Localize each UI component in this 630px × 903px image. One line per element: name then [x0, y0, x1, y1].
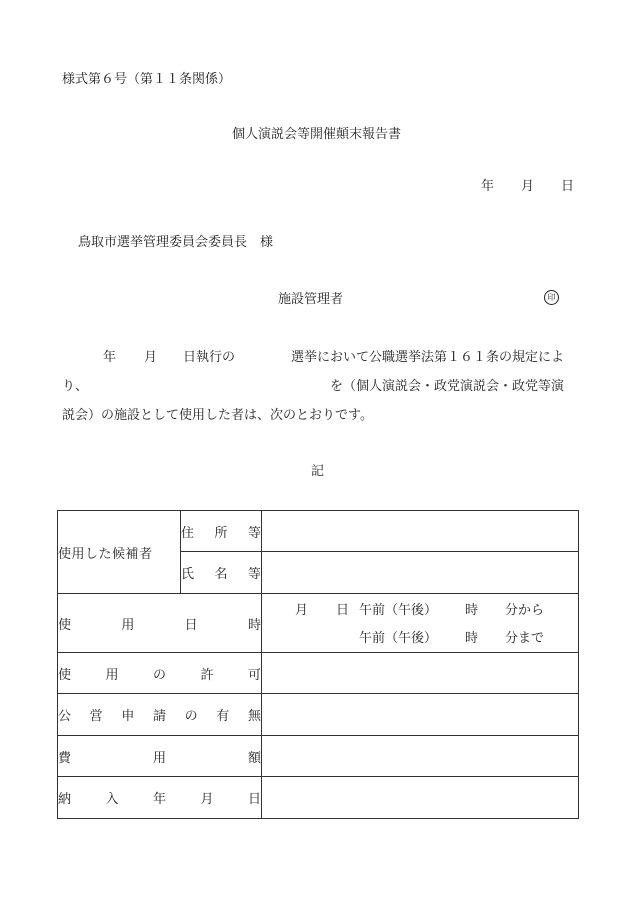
body-line1-rest: 選挙において公職選挙法第１６１条の規定によ: [291, 350, 565, 365]
addressee: 鳥取市選挙管理委員会委員長 様: [78, 235, 274, 250]
body-line2-rest: を（個人演説会・政党演説会・政党等演: [330, 379, 565, 394]
date-year: 年: [481, 179, 495, 194]
public-application-value-cell[interactable]: [262, 694, 579, 736]
address-value-cell[interactable]: [262, 511, 579, 552]
report-table: [57, 510, 579, 819]
table-row-permission: [58, 653, 579, 694]
table-row-cost: [58, 736, 579, 777]
usage-from-ampm: 午前（午後）: [359, 603, 438, 618]
body-day-exec: 日執行の: [183, 350, 236, 365]
payment-date-label: 納 入 年 月 日: [58, 777, 262, 819]
body-line3: 説会）の施設として使用した者は、次のとおりです。: [62, 408, 373, 423]
usage-to-ampm: 午前（午後）: [359, 631, 438, 646]
seal-icon: 印: [544, 290, 559, 305]
body-line2-start: り、: [62, 379, 89, 394]
name-value-cell[interactable]: [262, 552, 579, 594]
table-row-public-application: [58, 694, 579, 736]
body-year: 年: [103, 350, 117, 365]
date-day: 日: [561, 179, 575, 194]
table-row-address: [58, 511, 579, 552]
public-application-label: 公 営 申 請 の 有 無: [58, 694, 262, 736]
form-number: 様式第６号（第１１条関係）: [62, 72, 232, 87]
usage-month: 月: [295, 603, 309, 618]
document-title: 個人演説会等開催顛末報告書: [232, 127, 402, 142]
address-label: 住 所 等: [181, 511, 262, 552]
cost-label: 費 用 額: [58, 736, 262, 777]
usage-datetime-value-cell[interactable]: [262, 594, 579, 653]
usage-from-suffix: 分から: [505, 603, 545, 618]
usage-day: 日: [336, 603, 350, 618]
permission-label: 使 用 の 許 可: [58, 653, 262, 694]
table-row-payment-date: [58, 777, 579, 819]
permission-value-cell[interactable]: [262, 653, 579, 694]
usage-to-hour: 時: [465, 631, 479, 646]
name-label: 氏 名 等: [181, 552, 262, 594]
candidate-label: 使用した候補者: [58, 511, 181, 594]
body-month: 月: [144, 350, 158, 365]
manager-label: 施設管理者: [278, 292, 344, 307]
usage-to-suffix: 分まで: [505, 631, 545, 646]
usage-datetime-label: 使 用 日 時: [58, 594, 262, 653]
date-month: 月: [521, 179, 535, 194]
cost-value-cell[interactable]: [262, 736, 579, 777]
usage-from-hour: 時: [465, 603, 479, 618]
table-row-usage-datetime: [58, 594, 579, 653]
ki-heading: 記: [311, 464, 325, 479]
payment-date-value-cell[interactable]: [262, 777, 579, 819]
